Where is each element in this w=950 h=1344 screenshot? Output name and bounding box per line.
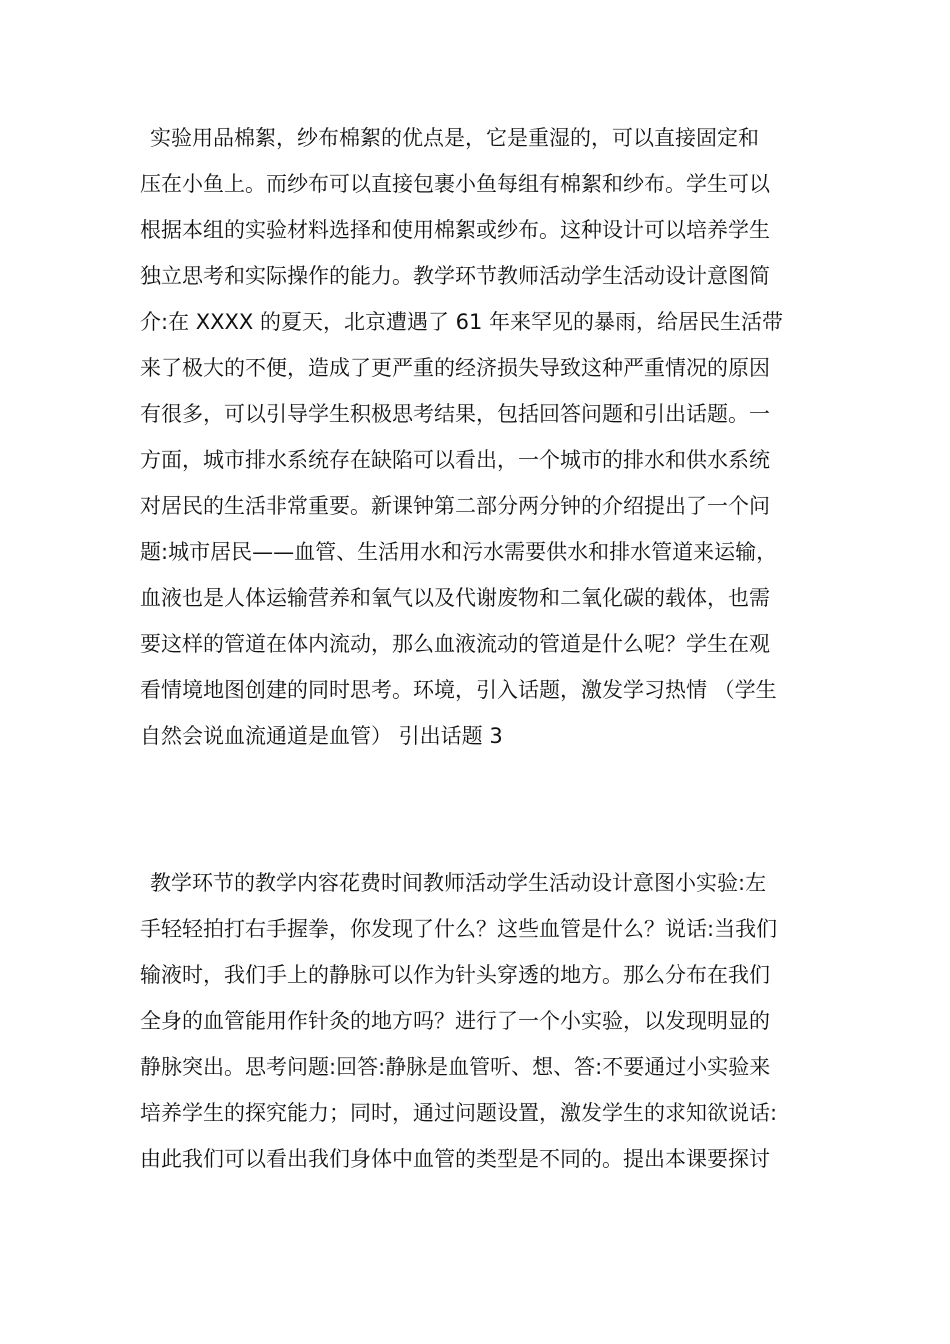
paragraph-line: 培养学生的探究能力；同时，通过问题设置，激发学生的求知欲说话: [140,1101,778,1125]
paragraph-line: 有很多，可以引导学生积极思考结果，包括回答问题和引出话题。一 [140,402,770,426]
paragraph-line: 介:在 XXXX 的夏天，北京遭遇了 61 年来罕见的暴雨，给居民生活带 [140,310,784,334]
paragraph-line: 静脉突出。思考问题:回答:静脉是血管听、想、答:不要通过小实验来 [140,1055,771,1079]
paragraph-line: 独立思考和实际操作的能力。教学环节教师活动学生活动设计意图简 [140,264,770,288]
paragraph-1 [140,115,820,759]
paragraph-line: 教学环节的教学内容花费时间教师活动学生活动设计意图小实验:左 [150,871,767,895]
paragraph-2 [140,860,820,1182]
paragraph-line: 实验用品棉絮，纱布棉絮的优点是，它是重湿的，可以直接固定和 [150,126,759,150]
paragraph-line: 输液时，我们手上的静脉可以作为针头穿透的地方。那么分布在我们 [140,963,770,987]
paragraph-line: 对居民的生活非常重要。新课钟第二部分两分钟的介绍提出了一个问 [140,494,770,518]
paragraph-line: 自然会说血流通道是血管） 引出话题 3 [140,724,503,748]
paragraph-line: 方面，城市排水系统存在缺陷可以看出，一个城市的排水和供水系统 [140,448,770,472]
paragraph-line: 由此我们可以看出我们身体中血管的类型是不同的。提出本课要探讨 [140,1147,770,1171]
paragraph-line: 题:城市居民——血管、生活用水和污水需要供水和排水管道来运输， [140,540,778,564]
paragraph-line: 手轻轻拍打右手握拳，你发现了什么？这些血管是什么？说话:当我们 [140,917,778,941]
paragraph-line: 根据本组的实验材料选择和使用棉絮或纱布。这种设计可以培养学生 [140,218,770,242]
paragraph-line: 全身的血管能用作针灸的地方吗？进行了一个小实验，以发现明显的 [140,1009,770,1033]
paragraph-line: 压在小鱼上。而纱布可以直接包裹小鱼每组有棉絮和纱布。学生可以 [140,172,770,196]
paragraph-line: 看情境地图创建的同时思考。环境，引入话题，激发学习热情 （学生 [140,678,777,702]
paragraph-line: 血液也是人体运输营养和氧气以及代谢废物和二氧化碳的载体，也需 [140,586,770,610]
paragraph-line: 来了极大的不便，造成了更严重的经济损失导致这种严重情况的原因 [140,356,770,380]
paragraph-line: 要这样的管道在体内流动，那么血液流动的管道是什么呢？学生在观 [140,632,770,656]
